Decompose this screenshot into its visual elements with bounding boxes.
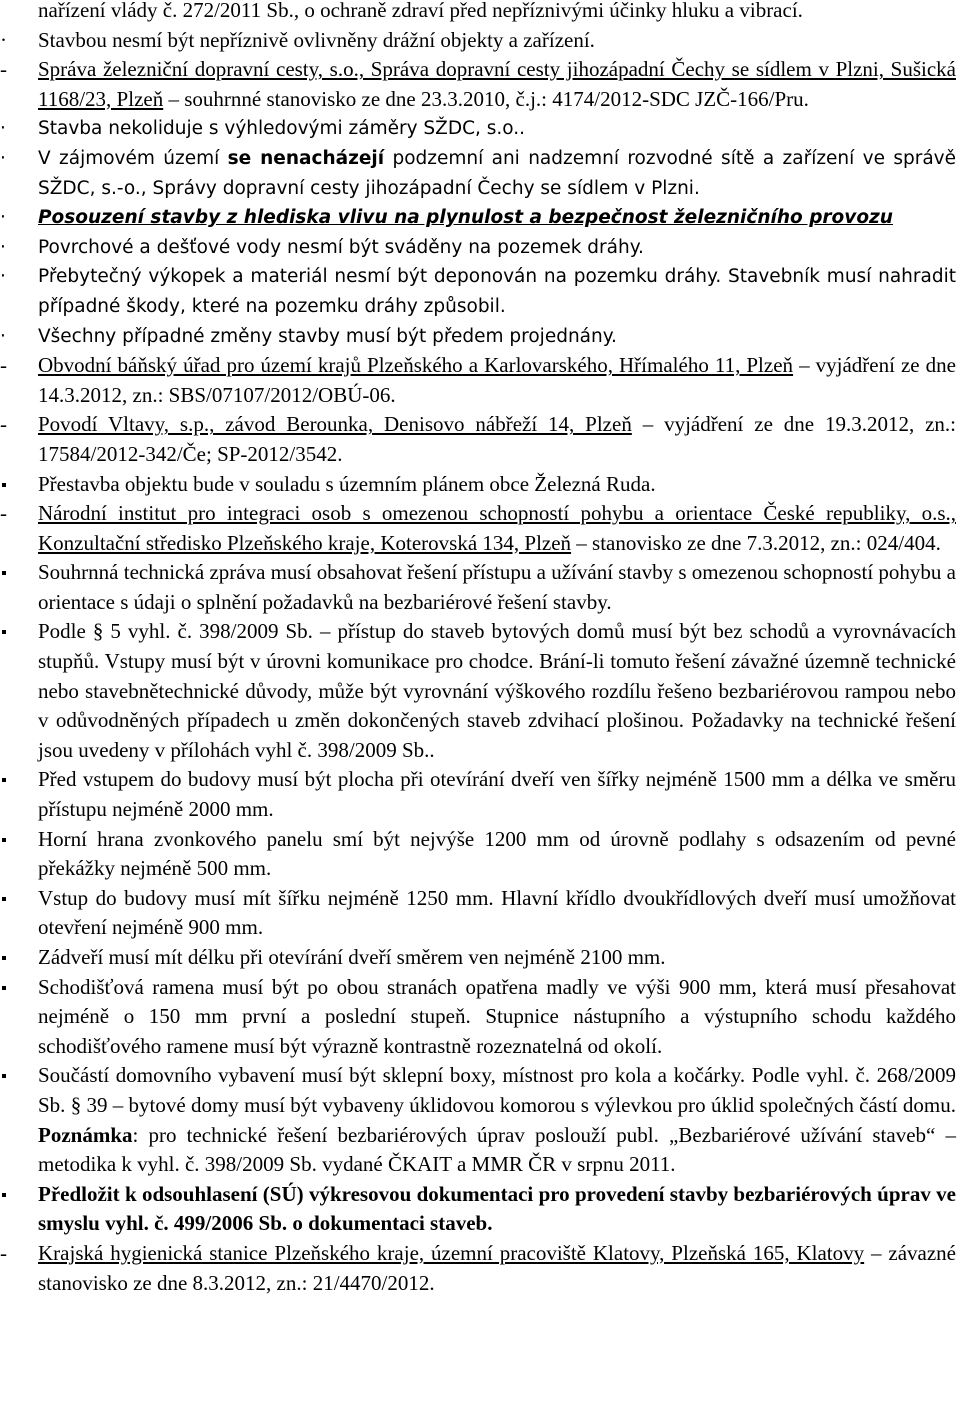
list-item — [0, 470, 956, 500]
bullet-dot — [0, 114, 20, 144]
statement-text: – vyjádření ze dne 19.3.2012, zn.: 17584/2012-342/Če; SP-2012/3542. — [38, 412, 956, 466]
list-item — [0, 233, 956, 263]
authority-name: Povodí Vltavy, s.p., závod Berounka, Denisovo nábřeží 14, Plzeň — [38, 412, 632, 437]
list-item-text: Všechny případné změny stavby musí být předem projednány. — [38, 325, 617, 347]
list-item — [0, 558, 956, 617]
list-item-text: Stavba nekoliduje s výhledovými záměry SŽDC, s.o.. — [38, 118, 526, 140]
list-item-text: Před vstupem do budovy musí být plocha při otevírání dveří ven šířky nejméně 1500 mm a délka ve směru přístupu nejméně 2000 mm. — [38, 767, 956, 822]
statement-text: – souhrnné stanovisko ze dne 23.3.2010, č.j.: 4174/2012-SDC JZČ-166/Pru. — [163, 86, 809, 111]
list-item-text: Souhrnná technická zpráva musí obsahovat řešení přístupu a užívání stavby s omezenou schopností pohybu a orientace s údaji o splnění požadavků na bezbariérové řešení stavby. — [38, 560, 956, 614]
list-item — [0, 884, 956, 943]
list-item-text: Schodišťová ramena musí být po obou stranách opatřena madly ve výši 900 mm, která musí přesahovat nejméně o 150 mm první a poslední stupeň. Stupnice nástupního a výstupního schodu každého schodišťového ramene musí být výrazně kontrastně rozeznatelná od okolí. — [38, 974, 956, 1058]
statement-text: – vyjádření ze dne 14.3.2012, zn.: SBS/07107/2012/OBÚ-06. — [38, 353, 956, 407]
list-item-text: podzemní ani nadzemní rozvodné sítě a zařízení ve správě SŽDC, s.-o., Správy dopravní cesty jihozápadní Čechy se sídlem v Plzni. — [38, 147, 957, 199]
list-item-text: : pro technické řešení bezbariérových úprav poslouží publ. „Bezbariérové užívání staveb“ – metodika k vyhl. č. 398/2009 Sb. vydané ČKAIT a MMR ČR v srpnu 2011. — [38, 1122, 956, 1177]
authority-name: Krajská hygienická stanice Plzeňského kraje, územní pracoviště Klatovy, Plzeňská 165, Klatovy — [38, 1240, 865, 1265]
list-item-text: Přebytečný výkopek a materiál nesmí být deponován na pozemku dráhy. Stavebník musí nahradit případné škody, které na pozemku dráhy způsobil. — [38, 266, 956, 317]
list-item — [0, 825, 956, 884]
list-item — [0, 1061, 956, 1179]
list-item — [0, 617, 956, 765]
paragraph-text: nařízení vlády č. 272/2011 Sb., o ochraně zdraví před nepříznivými účinky hluku a vibrací. — [38, 0, 803, 22]
list-item-text: Předložit k odsouhlasení (SÚ) výkresovou dokumentaci pro provedení stavby bezbariérových úprav ve smyslu vyhl. č. 499/2006 Sb. o dokumentaci staveb. — [38, 1181, 956, 1236]
list-item — [0, 144, 956, 203]
list-item-text: Vstup do budovy musí mít šířku nejméně 1250 mm. Hlavní křídlo dvoukřídlových dveří musí umožňovat otevření nejméně 900 mm. — [38, 885, 956, 940]
list-item — [0, 1180, 956, 1239]
list-item — [0, 26, 956, 56]
bullet-dash — [0, 499, 20, 529]
list-item-text: Součástí domovního vybavení musí být sklepní boxy, místnost pro kola a kočárky. Podle vyhl. č. 268/2009 Sb. § 39 – bytové domy musí být vybaveny úklidovou komorou s výlevkou pro úklid společných částí domu. — [38, 1063, 956, 1117]
bullet-dash — [0, 1239, 20, 1269]
list-item — [0, 351, 956, 410]
list-item — [0, 765, 956, 824]
list-item-text: Povrchové a dešťové vody nesmí být sváděny na pozemek dráhy. — [38, 236, 644, 258]
list-item-text: Stavbou nesmí být nepříznivě ovlivněny drážní objekty a zařízení. — [38, 27, 595, 52]
list-item — [0, 973, 956, 1062]
list-item-text: Zádveří musí mít délku při otevírání dveří směrem ven nejméně 2100 mm. — [38, 945, 666, 969]
bullet-dot — [0, 262, 20, 292]
list-item — [0, 410, 956, 469]
bullet-dot — [0, 322, 20, 352]
list-item — [0, 1239, 956, 1298]
list-item — [0, 114, 956, 144]
emphasis-text: se nenacházejí — [227, 147, 385, 169]
list-item-text: V zájmovém území — [38, 147, 228, 169]
paragraph — [0, 0, 956, 26]
note-label: Poznámka — [38, 1122, 133, 1147]
bullet-dash — [0, 55, 20, 85]
list-item — [0, 322, 956, 352]
authority-name: Národní institut pro integraci osob s omezenou schopností pohybu a orientace České republiky, o.s., Konzultační středisko Plzeňského kraje, Koterovská 134, Plzeň — [38, 501, 956, 555]
list-item — [0, 943, 956, 973]
bullet-dash — [0, 410, 20, 440]
authority-name: Správa železniční dopravní cesty, s.o., Správa dopravní cesty jihozápadní Čechy se sídlem v Plzni, Sušická 1168/23, Plzeň — [38, 57, 956, 111]
bullet-dot — [0, 203, 20, 233]
list-item — [0, 55, 956, 114]
list-item — [0, 203, 956, 233]
list-item — [0, 262, 956, 321]
bullet-dot — [0, 233, 20, 263]
section-heading: Posouzení stavby z hlediska vlivu na plynulost a bezpečnost železničního provozu — [38, 207, 893, 229]
list-item-text: Horní hrana zvonkového panelu smí být nejvýše 1200 mm od úrovně podlahy s odsazením od pevné překážky nejméně 500 mm. — [38, 826, 956, 881]
bullet-dot — [0, 26, 20, 56]
list-item-text: Podle § 5 vyhl. č. 398/2009 Sb. – přístup do staveb bytových domů musí být bez schodů a vyrovnávacích stupňů. Vstupy musí být v úrovni komunikace pro chodce. Brání-li tomuto řešení závažné územně technické nebo stavebnětechnické důvody, může být vyrovnání výškového rozdílu řešeno bezbariérovou rampou nebo v odůvodněných případech u změn dokončených staveb zdvihací plošinou. Požadavky na technické řešení jsou uvedeny v přílohách vyhl č. 398/2009 Sb.. — [38, 619, 956, 762]
list-item-text: Přestavba objektu bude v souladu s územním plánem obce Železná Ruda. — [38, 471, 656, 496]
list-item — [0, 499, 956, 558]
bullet-dash — [0, 351, 20, 381]
statement-text: – stanovisko ze dne 7.3.2012, zn.: 024/404. — [571, 530, 941, 555]
authority-name: Obvodní báňský úřad pro území krajů Plzeňského a Karlovarského, Hřímalého 11, Plzeň — [38, 353, 794, 378]
bullet-dot — [0, 144, 20, 174]
statement-text: – závazné stanovisko ze dne 8.3.2012, zn.: 21/4470/2012. — [38, 1240, 957, 1295]
